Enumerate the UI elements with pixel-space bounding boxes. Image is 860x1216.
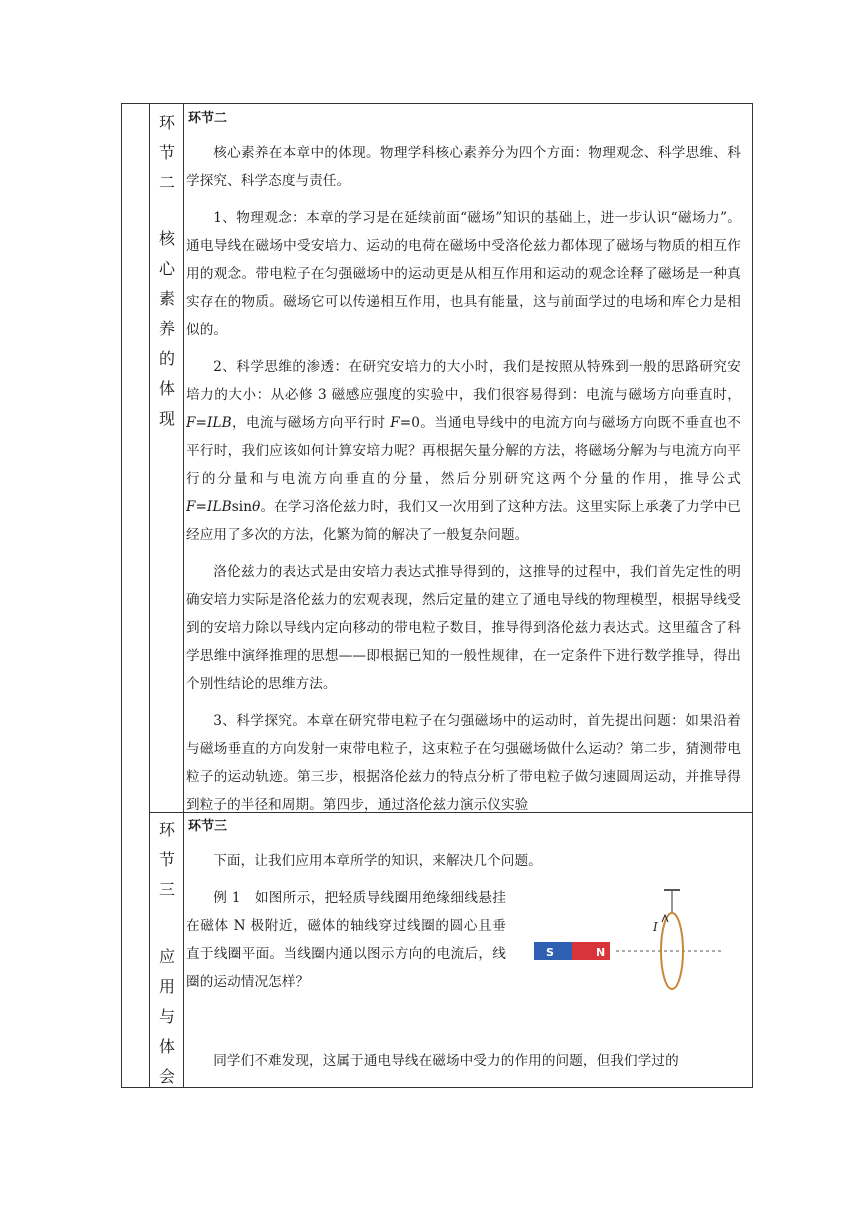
column-divider-2 bbox=[183, 103, 184, 1088]
formula: F=ILB bbox=[186, 415, 232, 431]
section3-topic-label bbox=[154, 942, 180, 1092]
side-char: 素 bbox=[158, 289, 175, 308]
side-char: 体 bbox=[158, 379, 175, 398]
formula-part: sin bbox=[231, 499, 253, 515]
side-char: 核 bbox=[158, 229, 175, 248]
magnet-coil-figure bbox=[526, 884, 726, 999]
side-char: 与 bbox=[158, 1007, 175, 1026]
scientific-inquiry-paragraph: 3、科学探究。本章在研究带电粒子在匀强磁场中的运动时，首先提出问题：如果沿着与磁场垂直的方向发射一束带电粒子，这束粒子在匀强磁场做什么运动？第二步，猜测带电粒子的运动轨迹。第三步，根据洛伦兹力的特点分析了带电粒子做匀速圆周运动，并推导得到粒子的半径和周期。第四步，通过洛伦兹力演示仪实验 bbox=[186, 713, 741, 812]
text-run: =0。当通电导线中的电流方向与磁场方向既不垂直也不平行时，我们应该如何计算安培力呢？再根据矢量分解的方法，将磁场分解为与电流方向平行的分量和与电流方向垂直的分量，然后分别研究这两个分量的作用，推导公式 bbox=[186, 415, 741, 487]
text-run: 2、科学思维的渗透：在研究安培力的大小时，我们是按照从特殊到一般的思路研究安培力的大小：从必修 3 磁感应强度的实验中，我们很容易得到：电流与磁场方向垂直时， bbox=[186, 359, 741, 403]
side-char: 体 bbox=[158, 1037, 175, 1056]
section2-intro: 核心素养在本章中的体现。物理学科核心素养分为四个方面：物理观念、科学思维、科学探究、科学态度与责任。 bbox=[186, 145, 741, 189]
side-char: 节 bbox=[158, 850, 175, 869]
side-char: 应 bbox=[158, 947, 175, 966]
side-char: 三 bbox=[158, 880, 175, 899]
section2-title: 环节二 bbox=[188, 111, 228, 126]
table-left-border bbox=[121, 103, 122, 1088]
section3-title: 环节三 bbox=[188, 819, 228, 834]
formula: F=ILB bbox=[186, 499, 232, 515]
section3-content bbox=[186, 817, 741, 1085]
current-label: I bbox=[653, 920, 658, 934]
side-char: 二 bbox=[158, 173, 175, 192]
table-top-border bbox=[121, 103, 753, 104]
side-char: 用 bbox=[158, 977, 175, 996]
side-char: 心 bbox=[158, 259, 175, 278]
row-divider bbox=[149, 812, 753, 813]
section2-content bbox=[186, 109, 741, 812]
example-1-text: 例 1 如图所示，把轻质导线圈用绝缘细线悬挂在磁体 N 极附近，磁体的轴线穿过线圈的圆心且垂直于线圈平面。当线圈内通以图示方向的电流后，线圈的运动情况怎样？ bbox=[186, 890, 506, 990]
physics-concept-paragraph: 1、物理观念：本章的学习是在延续前面“磁场”知识的基础上，进一步认识“磁场力”。通电导线在磁场中受安培力、运动的电荷在磁场中受洛伦兹力都体现了磁场与物质的相互作用的观念。带电粒子在匀强磁场中的运动更是从相互作用和运动的观念诠释了磁场是一种真实存在的物质。磁场它可以传递相互作用，也具有能量，这与前面学过的电场和库仑力是相似的。 bbox=[186, 210, 741, 338]
side-char: 节 bbox=[158, 143, 175, 162]
magnet-s-label: S bbox=[546, 946, 554, 959]
side-char: 的 bbox=[158, 349, 175, 368]
scientific-thinking-paragraph bbox=[186, 353, 741, 549]
section2-side-label bbox=[154, 108, 180, 198]
side-char: 会 bbox=[158, 1067, 175, 1086]
section3-side-label bbox=[154, 815, 180, 905]
side-char: 环 bbox=[158, 113, 175, 132]
section2-topic-label bbox=[154, 224, 180, 434]
magnet-n-label: N bbox=[596, 946, 606, 959]
table-bottom-border bbox=[121, 1087, 753, 1088]
table-right-border bbox=[752, 103, 753, 1088]
text-run: ，电流与磁场方向平行时 bbox=[231, 415, 391, 431]
side-char: 养 bbox=[158, 319, 175, 338]
section3-closing: 同学们不难发现，这属于通电导线在磁场中受力的作用的问题，但我们学过的 bbox=[213, 1053, 679, 1069]
section3-intro: 下面，让我们应用本章所学的知识，来解决几个问题。 bbox=[213, 853, 542, 869]
column-divider-1 bbox=[149, 103, 150, 1088]
side-char: 现 bbox=[158, 409, 175, 428]
formula-part: θ bbox=[252, 499, 261, 515]
formula: F bbox=[390, 415, 400, 431]
lorentz-derivation-paragraph: 洛伦兹力的表达式是由安培力表达式推导得到的，这推导的过程中，我们首先定性的明确安培力实际是洛伦兹力的宏观表现，然后定量的建立了通电导线的物理模型，根据导线受到的安培力除以导线内定向移动的带电粒子数目，推导得到洛伦兹力表达式。这里蕴含了科学思维中演绎推理的思想——即根据已知的一般性规律，在一定条件下进行数学推导，得出个别性结论的思维方法。 bbox=[186, 564, 741, 692]
side-char: 环 bbox=[158, 820, 175, 839]
text-run: 。在学习洛伦兹力时，我们又一次用到了这种方法。这里实际上承袭了力学中已经应用了多次的方法，化繁为简的解决了一般复杂问题。 bbox=[186, 499, 741, 543]
example-1 bbox=[186, 884, 741, 996]
